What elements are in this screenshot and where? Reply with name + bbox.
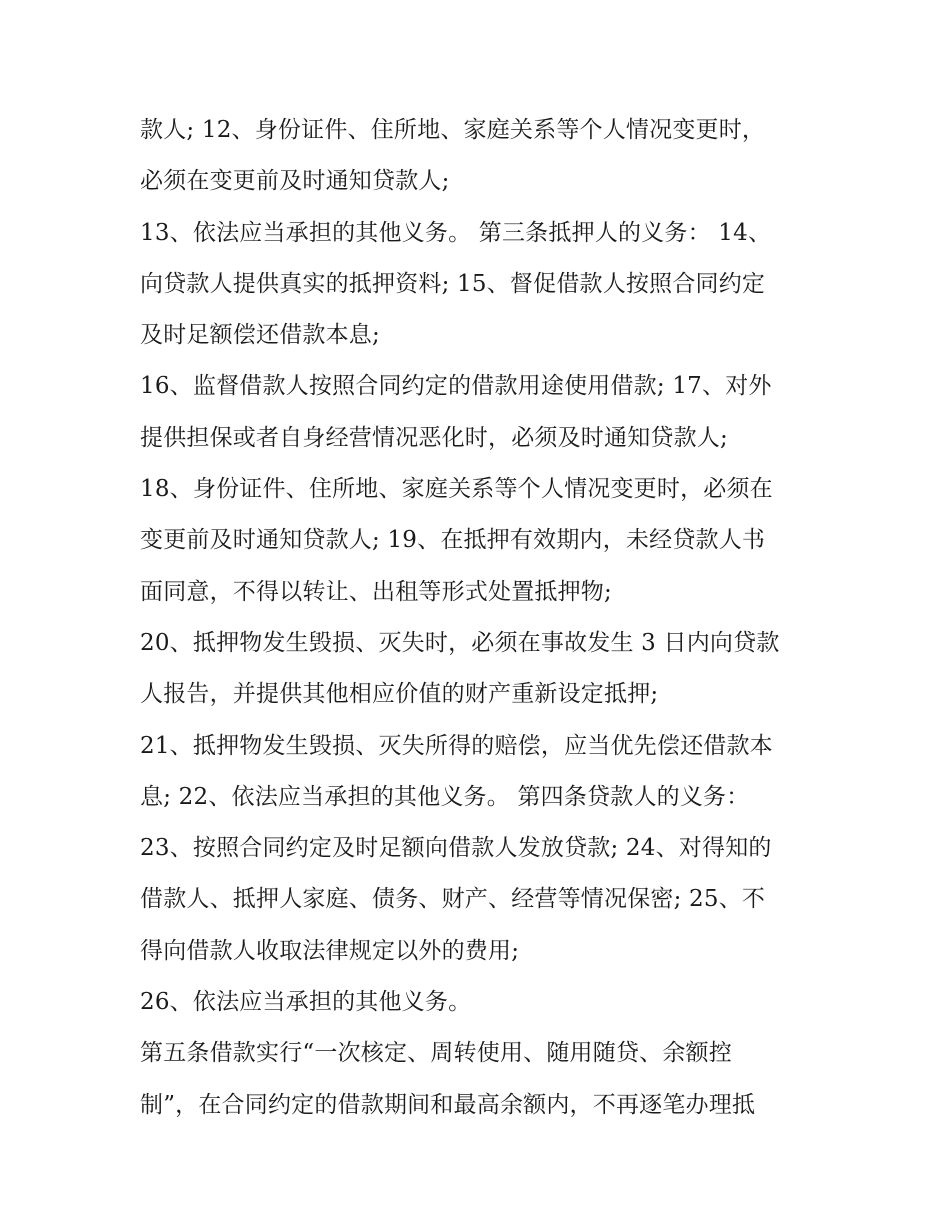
text-line: 变更前及时通知贷款人; 19、在抵押有效期内，未经贷款人书	[140, 527, 766, 554]
text-line: 21、抵押物发生毁损、灭失所得的赔偿，应当优先偿还借款本	[140, 732, 773, 759]
text-line: 款人; 12、身份证件、住所地、家庭关系等个人情况变更时，	[140, 117, 766, 143]
text-line: 制”，在合同约定的借款期间和最高余额内，不再逐笔办理抵	[140, 1091, 756, 1118]
text-line: 13、依法应当承担的其他义务。 第三条抵押人的义务： 14、	[140, 219, 772, 246]
text-line: 息; 22、依法应当承担的其他义务。 第四条贷款人的义务：	[140, 783, 750, 810]
text-line: 及时足额偿还借款本息;	[140, 322, 380, 349]
text-line: 必须在变更前及时通知贷款人;	[140, 168, 450, 195]
text-line: 得向借款人收取法律规定以外的费用;	[140, 937, 520, 964]
document-body	[140, 105, 820, 1131]
text-line: 26、依法应当承担的其他义务。	[140, 989, 472, 1016]
text-line: 借款人、抵押人家庭、债务、财产、经营等情况保密; 25、不	[140, 886, 766, 913]
text-line: 人报告，并提供其他相应价值的财产重新设定抵押;	[140, 681, 659, 708]
text-line: 面同意，不得以转让、出租等形式处置抵押物;	[140, 578, 612, 605]
text-line: 23、按照合同约定及时足额向借款人发放贷款; 24、对得知的	[140, 835, 772, 862]
text-line: 20、抵押物发生毁损、灭失时，必须在事故发生 3 日内向贷款	[140, 629, 780, 656]
text-line: 提供担保或者自身经营情况恶化时，必须及时通知贷款人;	[140, 424, 728, 451]
text-line: 第五条借款实行“一次核定、周转使用、随用随贷、余额控	[140, 1040, 732, 1067]
text-line: 18、身份证件、住所地、家庭关系等个人情况变更时，必须在	[140, 476, 773, 503]
text-line: 向贷款人提供真实的抵押资料; 15、督促借款人按照合同约定	[140, 270, 766, 297]
text-line: 16、监督借款人按照合同约定的借款用途使用借款; 17、对外	[140, 373, 772, 400]
